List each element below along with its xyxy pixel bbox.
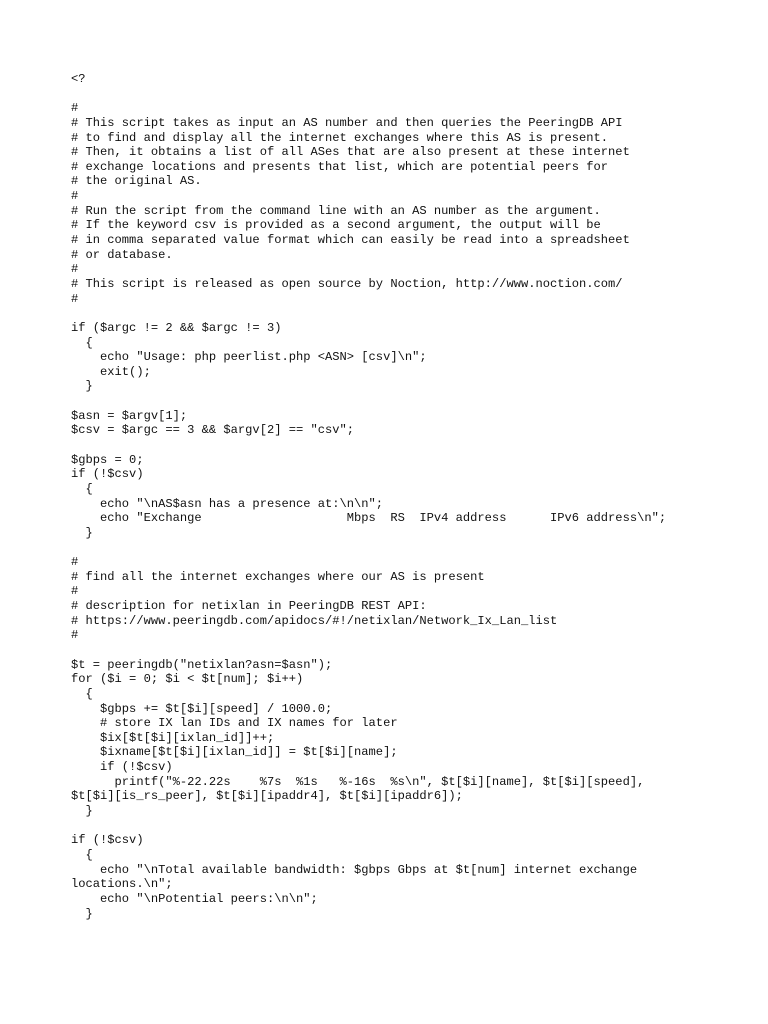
code-line: } [71, 804, 93, 819]
comment-line: # [71, 555, 79, 570]
code-line: $ixname[$t[$i][ixlan_id]] = $t[$i][name]; [71, 745, 398, 760]
blank-line [71, 87, 751, 102]
code-listing [71, 72, 751, 921]
comment-line: # or database. [71, 247, 173, 262]
code-line: } [71, 525, 93, 540]
comment-line: # exchange locations and presents that list, which are potential peers for [71, 159, 609, 174]
comment-line: # to find and display all the internet exchanges where this AS is present. [71, 130, 609, 145]
code-line: $t[$i][is_rs_peer], $t[$i][ipaddr4], $t[$i][ipaddr6]); [71, 789, 463, 804]
code-line: echo "\nPotential peers:\n\n"; [71, 891, 318, 906]
comment-line: # in comma separated value format which can easily be read into a spreadsheet [71, 233, 630, 248]
blank-line [71, 643, 751, 658]
blank-line [71, 394, 751, 409]
code-line: echo "Exchange Mbps RS IPv4 address IPv6 address\n"; [71, 511, 667, 526]
comment-line: # find all the internet exchanges where our AS is present [71, 569, 485, 584]
code-line: $gbps += $t[$i][speed] / 1000.0; [71, 701, 333, 716]
comment-line: # [71, 189, 79, 204]
code-line: printf("%-22.22s %7s %1s %-16s %s\n", $t[$i][name], $t[$i][speed], [71, 774, 645, 789]
comment-line: # If the keyword csv is provided as a second argument, the output will be [71, 218, 601, 233]
comment-line: # [71, 584, 79, 599]
code-line: if ($argc != 2 && $argc != 3) [71, 320, 282, 335]
blank-line [71, 306, 751, 321]
comment-line: # Run the script from the command line with an AS number as the argument. [71, 203, 601, 218]
code-line: $ix[$t[$i][ixlan_id]]++; [71, 730, 275, 745]
code-line: $t = peeringdb("netixlan?asn=$asn"); [71, 657, 333, 672]
comment-line: # description for netixlan in PeeringDB REST API: [71, 599, 427, 614]
code-line: exit(); [71, 364, 151, 379]
comment-line: # store IX lan IDs and IX names for later [71, 716, 398, 731]
code-line: if (!$csv) [71, 833, 144, 848]
comment-line: # [71, 628, 79, 643]
comment-line: # [71, 262, 79, 277]
code-line: echo "Usage: php peerlist.php <ASN> [csv]\n"; [71, 350, 427, 365]
code-line: $gbps = 0; [71, 452, 144, 467]
code-line: locations.\n"; [71, 877, 173, 892]
comment-line: # [71, 101, 79, 116]
code-line: <? [71, 72, 86, 86]
code-line: { [71, 481, 93, 496]
code-line: if (!$csv) [71, 467, 144, 482]
code-line: echo "\nAS$asn has a presence at:\n\n"; [71, 496, 384, 511]
comment-line: # [71, 291, 79, 306]
code-line: { [71, 686, 93, 701]
comment-line: # This script is released as open source by Noction, http://www.noction.com/ [71, 276, 623, 291]
blank-line [71, 819, 751, 834]
comment-line: # the original AS. [71, 174, 202, 189]
comment-line: # This script takes as input an AS number and then queries the PeeringDB API [71, 115, 623, 130]
code-line: for ($i = 0; $i < $t[num]; $i++) [71, 672, 304, 687]
code-line: if (!$csv) [71, 760, 173, 775]
code-line: $csv = $argc == 3 && $argv[2] == "csv"; [71, 423, 355, 438]
code-line: echo "\nTotal available bandwidth: $gbps Gbps at $t[num] internet exchange [71, 862, 638, 877]
comment-line: # https://www.peeringdb.com/apidocs/#!/netixlan/Network_Ix_Lan_list [71, 613, 558, 628]
code-line: { [71, 847, 93, 862]
code-line: } [71, 379, 93, 394]
blank-line [71, 438, 751, 453]
code-line: $asn = $argv[1]; [71, 408, 188, 423]
code-line: } [71, 906, 93, 921]
code-line: { [71, 335, 93, 350]
blank-line [71, 541, 751, 556]
comment-line: # Then, it obtains a list of all ASes that are also present at these internet [71, 145, 630, 160]
